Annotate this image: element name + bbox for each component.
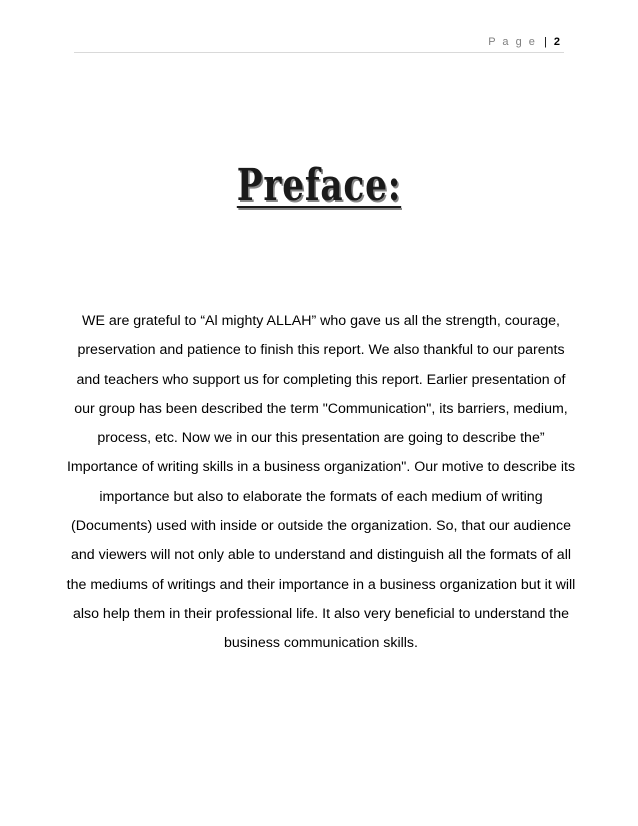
header-divider: [74, 52, 564, 53]
page-header: [488, 36, 560, 48]
page-number: 2: [553, 36, 560, 48]
preface-heading: Preface:: [236, 160, 402, 211]
page-title: [70, 160, 568, 211]
preface-paragraph: WE are grateful to “Al mighty ALLAH” who gave us all the strength, courage, preservation and patience to finish this report. We also thankful to our parents and teachers who support us for completing this report. Earlier presentation of our group has been described the term "Communication", its barriers, medium, process, etc. Now we in our this presentation are going to describe the” Importance of writing skills in a business organization". Our motive to describe its importance but also to elaborate the formats of each medium of writing (Documents) used with inside or outside the organization. So, that our audience and viewers will not only able to understand and distinguish all the formats of all the mediums of writings and their importance in a business organization but it will also help them in their professional life. It also very beneficial to understand the business communication skills.: [66, 313, 576, 652]
page-separator: |: [543, 36, 549, 48]
page-label: P a g e: [488, 36, 537, 48]
